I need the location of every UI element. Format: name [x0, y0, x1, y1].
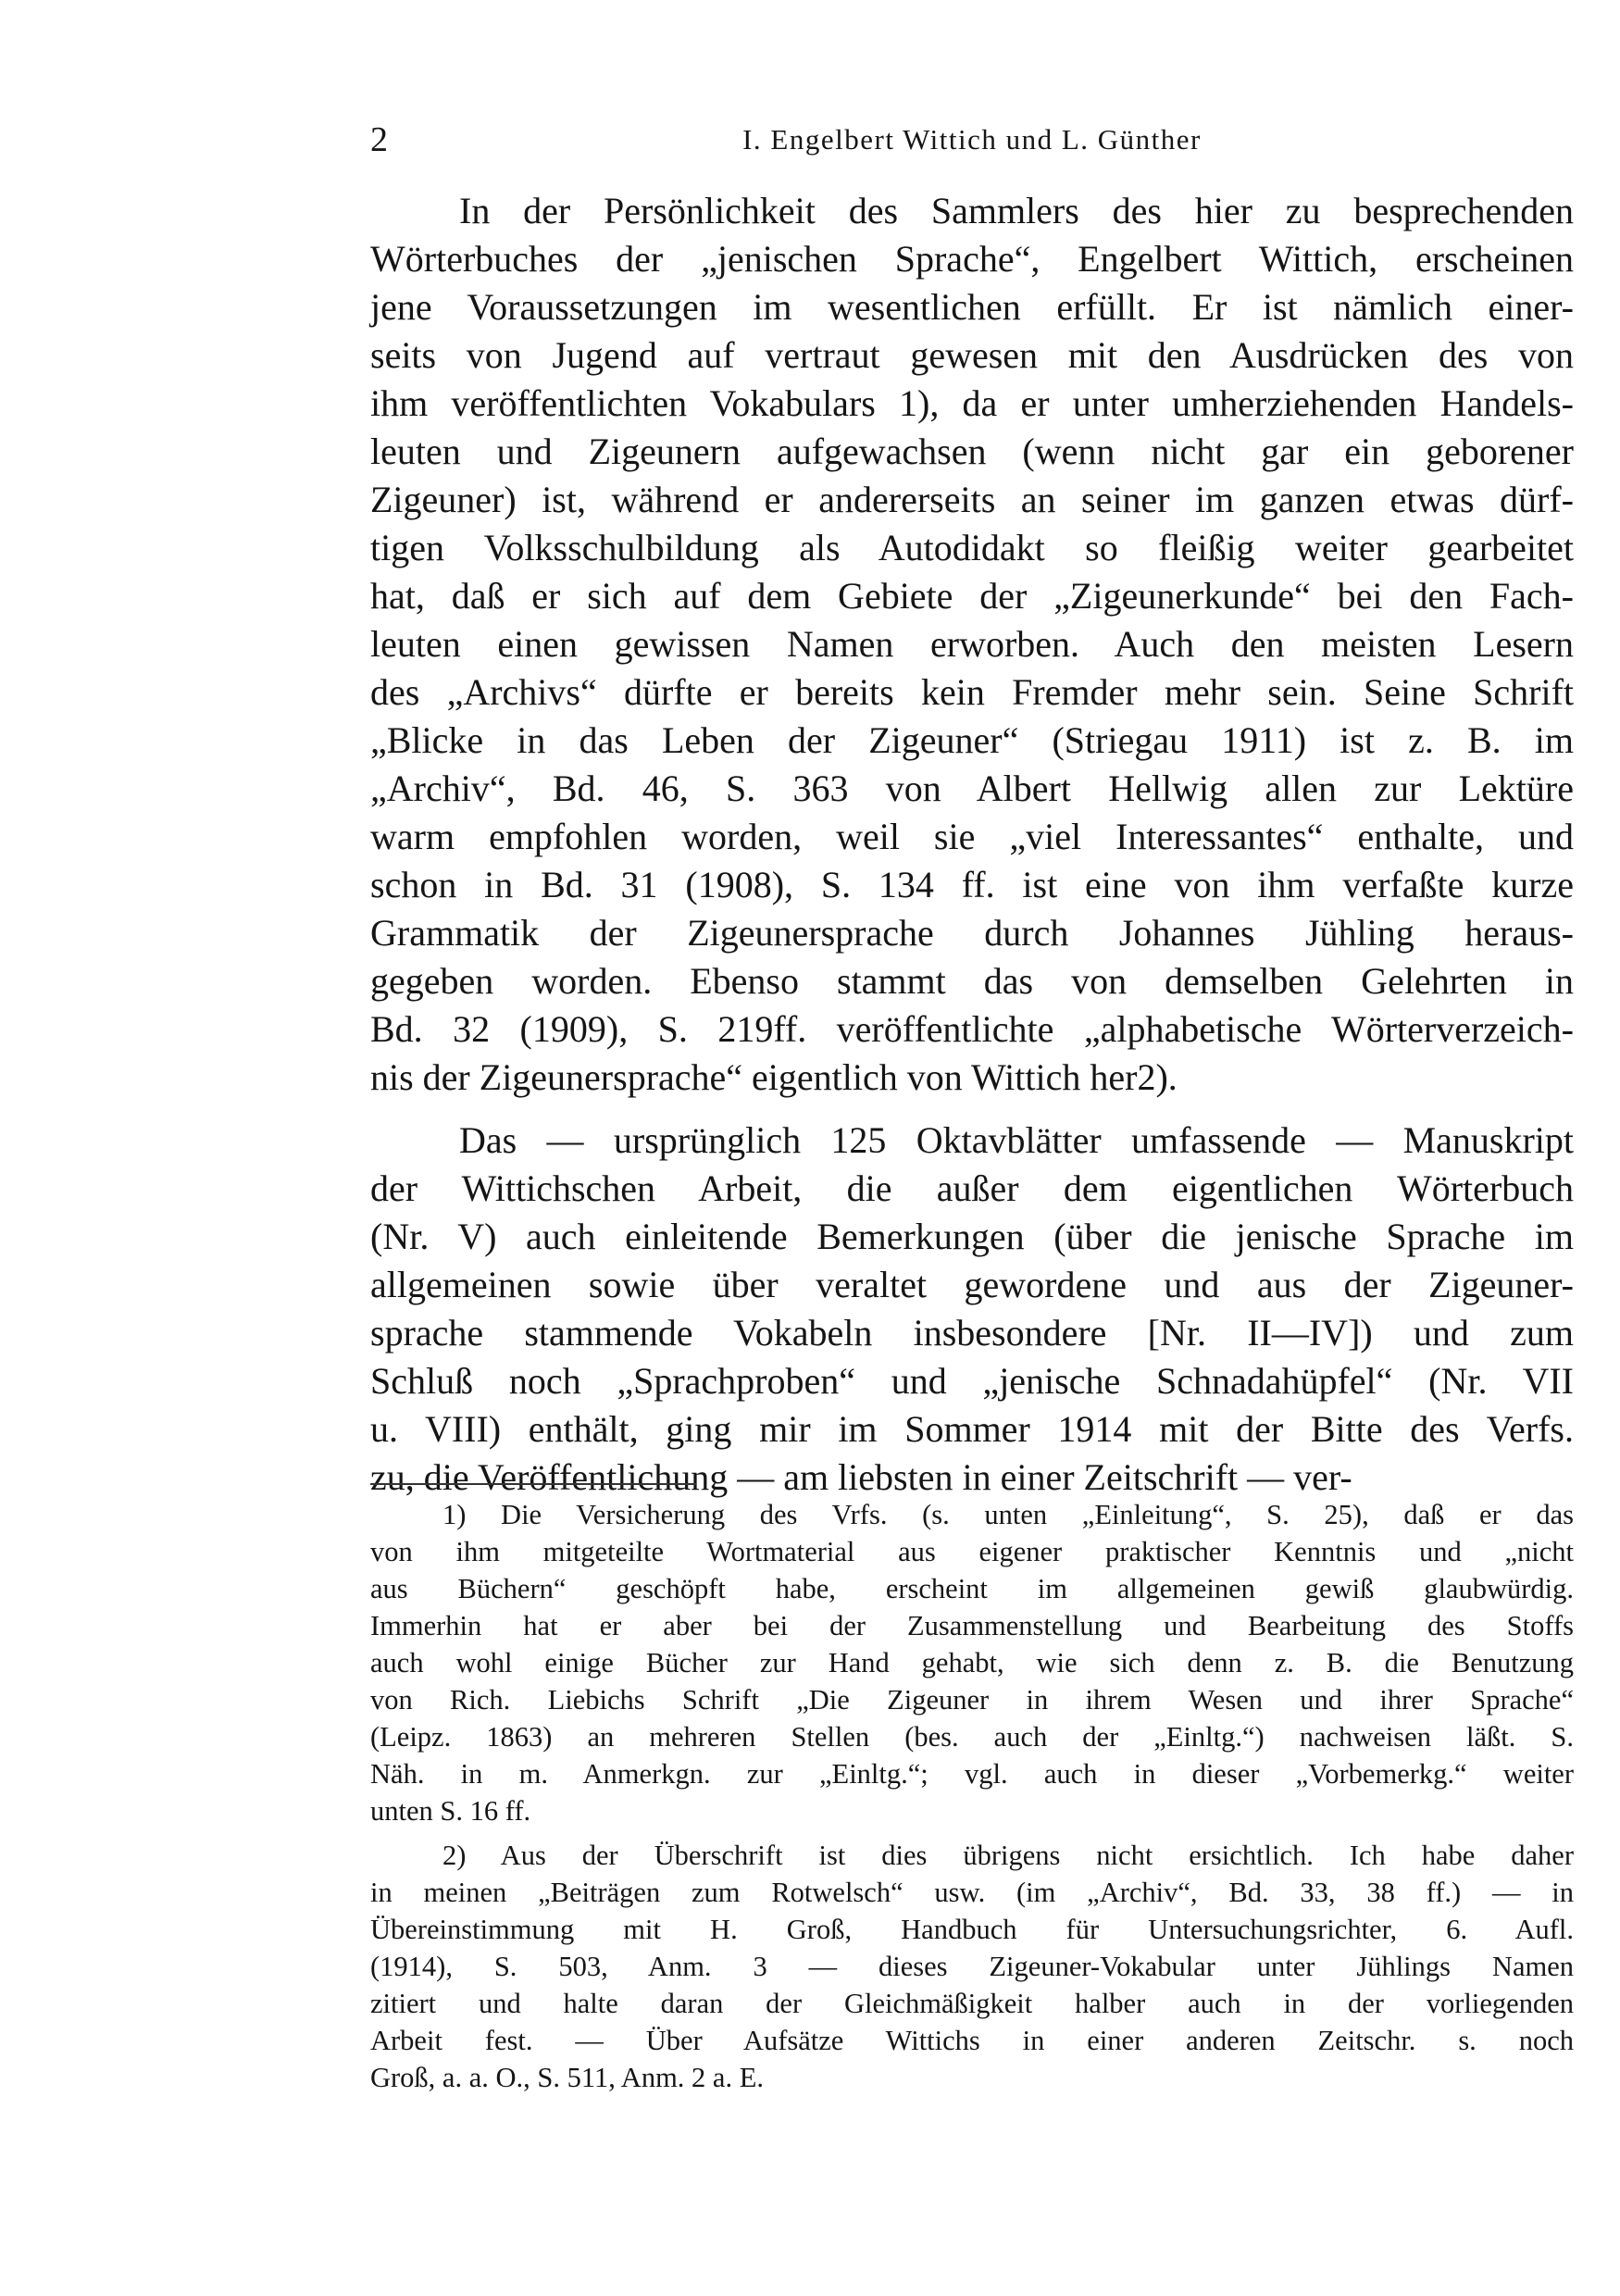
page-number: 2 [370, 120, 388, 159]
footnote-line: Arbeit fest. — Über Aufsätze Wittichs in einer anderen Zeitschr. s. noch [370, 2025, 1574, 2056]
paragraph-line: „Archiv“, Bd. 46, S. 363 von Albert Hellwig allen zur Lektüre [370, 767, 1574, 809]
paragraph-line: Grammatik der Zigeunersprache durch Johannes Jühling heraus- [370, 912, 1574, 954]
footnote-line: in meinen „Beiträgen zum Rotwelsch“ usw. (im „Archiv“, Bd. 33, 38 ff.) — in [370, 1877, 1574, 1908]
paragraph-line: leuten und Zigeunern aufgewachsen (wenn nicht gar ein geborener [370, 430, 1574, 472]
footnote-line: von Rich. Liebichs Schrift „Die Zigeuner in ihrem Wesen und ihrer Sprache“ [370, 1684, 1574, 1716]
footnote-rule [370, 1483, 696, 1485]
paragraph-line: „Blicke in das Leben der Zigeuner“ (Striegau 1911) ist z. B. im [370, 719, 1574, 761]
footnote-line: von ihm mitgeteilte Wortmaterial aus eigener praktischer Kenntnis und „nicht [370, 1536, 1574, 1567]
running-title: I. Engelbert Wittich und L. Günther [742, 123, 1202, 156]
footnote-line: auch wohl einige Bücher zur Hand gehabt, wie sich denn z. B. die Benutzung [370, 1647, 1574, 1678]
main-text [370, 187, 1574, 1502]
paragraph-line: tigen Volksschulbildung als Autodidakt so fleißig weiter gearbeitet [370, 527, 1574, 568]
paragraph-line: schon in Bd. 31 (1908), S. 134 ff. ist eine von ihm verfaßte kurze [370, 864, 1574, 905]
paragraph-line: u. VIII) enthält, ging mir im Sommer 1914 mit der Bitte des Verfs. [370, 1408, 1574, 1450]
footnote-line: (1914), S. 503, Anm. 3 — dieses Zigeuner-Vokabular unter Jühlings Namen [370, 1951, 1574, 1982]
paragraph-line: In der Persönlichkeit des Sammlers des hier zu besprechenden [459, 190, 1574, 231]
footnote-list [370, 1496, 1574, 2096]
paragraph-line: ihm veröffentlichten Vokabulars 1), da er unter umherziehenden Handels- [370, 382, 1574, 424]
paragraph-line: leuten einen gewissen Namen erworben. Auch den meisten Lesern [370, 623, 1574, 665]
footnote-line: 2) Aus der Überschrift ist dies übrigens nicht ersichtlich. Ich habe daher [442, 1840, 1574, 1871]
footnote [370, 1837, 1574, 2096]
paragraph-line: jene Voraussetzungen im wesentlichen erfüllt. Er ist nämlich einer- [370, 286, 1574, 328]
footnote-line: aus Büchern“ geschöpft habe, erscheint im allgemeinen gewiß glaubwürdig. [370, 1573, 1574, 1604]
paragraph-line: Wörterbuches der „jenischen Sprache“, Engelbert Wittich, erscheinen [370, 238, 1574, 280]
paragraph-line: gegeben worden. Ebenso stammt das von demselben Gelehrten in [370, 960, 1574, 1002]
footnote [370, 1496, 1574, 1829]
paragraph-line: Schluß noch „Sprachproben“ und „jenische Schnadahüpfel“ (Nr. VII [370, 1360, 1574, 1402]
paragraph-line: sprache stammende Vokabeln insbesondere [Nr. II—IV]) und zum [370, 1312, 1574, 1354]
footnote-line: zitiert und halte daran der Gleichmäßigkeit halber auch in der vorliegenden [370, 1988, 1574, 2019]
footnote-line: Näh. in m. Anmerkgn. zur „Einltg.“; vgl. auch in dieser „Vorbemerkg.“ weiter [370, 1758, 1574, 1790]
paragraph [370, 187, 1574, 1102]
paragraph-line: warm empfohlen worden, weil sie „viel Interessantes“ enthalte, und [370, 816, 1574, 857]
running-head [370, 117, 1574, 163]
paragraph-line: des „Archivs“ dürfte er bereits kein Fremder mehr sein. Seine Schrift [370, 671, 1574, 713]
paragraph-line: hat, daß er sich auf dem Gebiete der „Zigeunerkunde“ bei den Fach- [370, 575, 1574, 617]
footnote-line: (Leipz. 1863) an mehreren Stellen (bes. auch der „Einltg.“) nachweisen läßt. S. [370, 1721, 1574, 1753]
paragraph-line: zu, die Veröffentlichung — am liebsten in einer Zeitschrift — ver- [370, 1456, 1352, 1498]
paragraph-gap [370, 1102, 1574, 1117]
paragraph [370, 1117, 1574, 1502]
paragraph-line: der Wittichschen Arbeit, die außer dem eigentlichen Wörterbuch [370, 1167, 1574, 1209]
paragraph-line: (Nr. V) auch einleitende Bemerkungen (über die jenische Sprache im [370, 1216, 1574, 1257]
paragraph-line: Bd. 32 (1909), S. 219ff. veröffentlichte „alphabetische Wörterverzeich- [370, 1008, 1574, 1050]
paragraph-line: seits von Jugend auf vertraut gewesen mit den Ausdrücken des von [370, 334, 1574, 376]
footnote-line: Übereinstimmung mit H. Groß, Handbuch für Untersuchungsrichter, 6. Aufl. [370, 1914, 1574, 1945]
paragraph-line: Das — ursprünglich 125 Oktavblätter umfassende — Manuskript [459, 1119, 1574, 1161]
footnotes [370, 1496, 1574, 2096]
paragraph-line: allgemeinen sowie über veraltet gewordene und aus der Zigeuner- [370, 1264, 1574, 1305]
body-text [370, 187, 1574, 1502]
footnote-line: unten S. 16 ff. [370, 1795, 531, 1827]
footnote-gap [370, 1829, 1574, 1837]
paragraph-line: Zigeuner) ist, während er andererseits an seiner im ganzen etwas dürf- [370, 479, 1574, 520]
footnote-line: 1) Die Versicherung des Vrfs. (s. unten „Einleitung“, S. 25), daß er das [442, 1499, 1574, 1530]
footnote-line: Immerhin hat er aber bei der Zusammenstellung und Bearbeitung des Stoffs [370, 1610, 1574, 1641]
footnote-line: Groß, a. a. O., S. 511, Anm. 2 a. E. [370, 2062, 764, 2093]
paragraph-line: nis der Zigeunersprache“ eigentlich von Wittich her2). [370, 1056, 1178, 1098]
